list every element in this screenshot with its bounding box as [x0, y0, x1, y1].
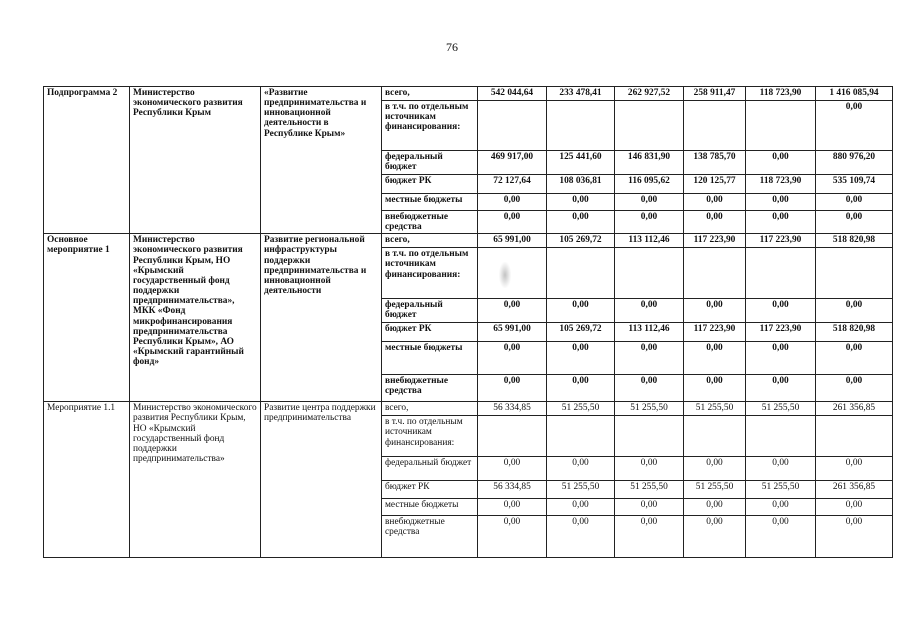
- total-value-cell: 0,00: [816, 101, 893, 151]
- executor-cell: Министерство экономического развития Республики Крым, НО «Крымский государственный фонд поддержки предпринимательства»: [130, 402, 261, 558]
- total-value-cell: 1 416 085,94: [816, 87, 893, 101]
- year-value-cell: [746, 248, 816, 299]
- year-value-cell: [547, 416, 615, 457]
- total-value-cell: 261 356,85: [816, 402, 893, 416]
- year-value-cell: 0,00: [746, 151, 816, 175]
- funding-source-label: бюджет РК: [382, 481, 478, 499]
- year-value-cell: 118 723,90: [746, 87, 816, 101]
- year-value-cell: [547, 248, 615, 299]
- year-value-cell: [684, 248, 746, 299]
- year-value-cell: 0,00: [615, 375, 684, 402]
- total-value-cell: 261 356,85: [816, 481, 893, 499]
- total-value-cell: 518 820,98: [816, 234, 893, 248]
- funding-source-label: федеральный бюджет: [382, 457, 478, 481]
- year-value-cell: 0,00: [684, 194, 746, 211]
- program-code-cell: Мероприятие 1.1: [44, 402, 130, 558]
- year-value-cell: 117 223,90: [684, 234, 746, 248]
- year-value-cell: 0,00: [547, 194, 615, 211]
- total-value-cell: [816, 416, 893, 457]
- total-value-cell: 880 976,20: [816, 151, 893, 175]
- year-value-cell: 0,00: [615, 299, 684, 323]
- year-value-cell: 0,00: [478, 299, 547, 323]
- year-value-cell: 117 223,90: [746, 323, 816, 342]
- year-value-cell: 542 044,64: [478, 87, 547, 101]
- year-value-cell: 113 112,46: [615, 234, 684, 248]
- year-value-cell: [746, 101, 816, 151]
- year-value-cell: 0,00: [547, 342, 615, 375]
- year-value-cell: 0,00: [547, 457, 615, 481]
- year-value-cell: 120 125,77: [684, 175, 746, 194]
- year-value-cell: 233 478,41: [547, 87, 615, 101]
- year-value-cell: [684, 101, 746, 151]
- year-value-cell: 0,00: [547, 299, 615, 323]
- year-value-cell: 117 223,90: [746, 234, 816, 248]
- executor-cell: Министерство экономического развития Республики Крым: [130, 87, 261, 234]
- year-value-cell: [615, 416, 684, 457]
- funding-source-label: федеральный бюджет: [382, 151, 478, 175]
- year-value-cell: 0,00: [478, 516, 547, 558]
- year-value-cell: 0,00: [615, 342, 684, 375]
- funding-source-label: всего,: [382, 234, 478, 248]
- year-value-cell: [615, 248, 684, 299]
- year-value-cell: 125 441,60: [547, 151, 615, 175]
- year-value-cell: 0,00: [684, 375, 746, 402]
- funding-source-label: местные бюджеты: [382, 499, 478, 516]
- total-value-cell: 535 109,74: [816, 175, 893, 194]
- year-value-cell: [478, 248, 547, 299]
- table-row: [44, 87, 893, 101]
- year-value-cell: 0,00: [615, 516, 684, 558]
- total-value-cell: 518 820,98: [816, 323, 893, 342]
- year-value-cell: 0,00: [547, 211, 615, 234]
- year-value-cell: 0,00: [478, 375, 547, 402]
- year-value-cell: 105 269,72: [547, 234, 615, 248]
- page-number: 76: [446, 40, 458, 54]
- program-name-cell: «Развитие предпринимательства и инновационной деятельности в Республике Крым»: [261, 87, 382, 234]
- funding-source-label: всего,: [382, 87, 478, 101]
- total-value-cell: 0,00: [816, 211, 893, 234]
- year-value-cell: 0,00: [684, 342, 746, 375]
- year-value-cell: 51 255,50: [684, 402, 746, 416]
- funding-source-label: в т.ч. по отдельным источникам финансирования:: [382, 248, 478, 299]
- funding-source-label: местные бюджеты: [382, 342, 478, 375]
- year-value-cell: 0,00: [615, 211, 684, 234]
- year-value-cell: 469 917,00: [478, 151, 547, 175]
- total-value-cell: [816, 248, 893, 299]
- funding-source-label: внебюджетные средства: [382, 516, 478, 558]
- year-value-cell: 0,00: [615, 499, 684, 516]
- funding-source-label: всего,: [382, 402, 478, 416]
- year-value-cell: 0,00: [684, 499, 746, 516]
- year-value-cell: 0,00: [684, 299, 746, 323]
- year-value-cell: 0,00: [746, 211, 816, 234]
- year-value-cell: 51 255,50: [547, 402, 615, 416]
- year-value-cell: 108 036,81: [547, 175, 615, 194]
- program-code-cell: Подпрограмма 2: [44, 87, 130, 234]
- year-value-cell: 72 127,64: [478, 175, 547, 194]
- year-value-cell: 51 255,50: [746, 481, 816, 499]
- year-value-cell: 56 334,85: [478, 402, 547, 416]
- year-value-cell: 116 095,62: [615, 175, 684, 194]
- funding-source-label: в т.ч. по отдельным источникам финансирования:: [382, 416, 478, 457]
- program-name-cell: Развитие региональной инфраструктуры поддержки предпринимательства и инновационной деятельности: [261, 234, 382, 402]
- funding-source-label: в т.ч. по отдельным источникам финансирования:: [382, 101, 478, 151]
- year-value-cell: 51 255,50: [615, 402, 684, 416]
- total-value-cell: 0,00: [816, 299, 893, 323]
- year-value-cell: 65 991,00: [478, 234, 547, 248]
- funding-source-label: местные бюджеты: [382, 194, 478, 211]
- year-value-cell: 0,00: [746, 499, 816, 516]
- funding-source-label: бюджет РК: [382, 175, 478, 194]
- year-value-cell: [547, 101, 615, 151]
- year-value-cell: 56 334,85: [478, 481, 547, 499]
- year-value-cell: 262 927,52: [615, 87, 684, 101]
- year-value-cell: 0,00: [615, 457, 684, 481]
- year-value-cell: 51 255,50: [615, 481, 684, 499]
- year-value-cell: 0,00: [615, 194, 684, 211]
- program-code-cell: Основное мероприятие 1: [44, 234, 130, 402]
- year-value-cell: 0,00: [547, 375, 615, 402]
- year-value-cell: 0,00: [684, 457, 746, 481]
- year-value-cell: [478, 101, 547, 151]
- total-value-cell: 0,00: [816, 499, 893, 516]
- funding-source-label: бюджет РК: [382, 323, 478, 342]
- total-value-cell: 0,00: [816, 457, 893, 481]
- year-value-cell: 258 911,47: [684, 87, 746, 101]
- year-value-cell: 0,00: [746, 342, 816, 375]
- year-value-cell: 0,00: [478, 342, 547, 375]
- program-name-cell: Развитие центра поддержки предпринимательства: [261, 402, 382, 558]
- year-value-cell: 51 255,50: [684, 481, 746, 499]
- year-value-cell: 0,00: [684, 516, 746, 558]
- year-value-cell: [746, 416, 816, 457]
- year-value-cell: 113 112,46: [615, 323, 684, 342]
- year-value-cell: 0,00: [547, 516, 615, 558]
- year-value-cell: 51 255,50: [746, 402, 816, 416]
- executor-cell: Министерство экономического развития Республики Крым, НО «Крымский государственный фонд поддержки предпринимательства», МКК «Фонд микрофинансирования предпринимательства Республики Крым», АО «Крымский гарантийный фонд»: [130, 234, 261, 402]
- funding-source-label: внебюджетные средства: [382, 211, 478, 234]
- total-value-cell: 0,00: [816, 375, 893, 402]
- year-value-cell: 51 255,50: [547, 481, 615, 499]
- year-value-cell: 0,00: [684, 211, 746, 234]
- year-value-cell: [478, 416, 547, 457]
- year-value-cell: 0,00: [547, 499, 615, 516]
- table-row: [44, 402, 893, 416]
- total-value-cell: 0,00: [816, 342, 893, 375]
- year-value-cell: 65 991,00: [478, 323, 547, 342]
- total-value-cell: 0,00: [816, 194, 893, 211]
- table-row: [44, 234, 893, 248]
- year-value-cell: 118 723,90: [746, 175, 816, 194]
- year-value-cell: [684, 416, 746, 457]
- scan-smudge: [499, 262, 511, 288]
- year-value-cell: 0,00: [746, 516, 816, 558]
- funding-table: [43, 86, 893, 558]
- table-body: [44, 87, 893, 558]
- year-value-cell: 138 785,70: [684, 151, 746, 175]
- year-value-cell: [615, 101, 684, 151]
- year-value-cell: 0,00: [478, 211, 547, 234]
- funding-source-label: внебюджетные средства: [382, 375, 478, 402]
- year-value-cell: 0,00: [478, 499, 547, 516]
- year-value-cell: 0,00: [478, 194, 547, 211]
- funding-source-label: федеральный бюджет: [382, 299, 478, 323]
- year-value-cell: 0,00: [746, 457, 816, 481]
- year-value-cell: 146 831,90: [615, 151, 684, 175]
- year-value-cell: 0,00: [746, 375, 816, 402]
- year-value-cell: 105 269,72: [547, 323, 615, 342]
- total-value-cell: 0,00: [816, 516, 893, 558]
- year-value-cell: 0,00: [746, 299, 816, 323]
- year-value-cell: 0,00: [746, 194, 816, 211]
- year-value-cell: 0,00: [478, 457, 547, 481]
- year-value-cell: 117 223,90: [684, 323, 746, 342]
